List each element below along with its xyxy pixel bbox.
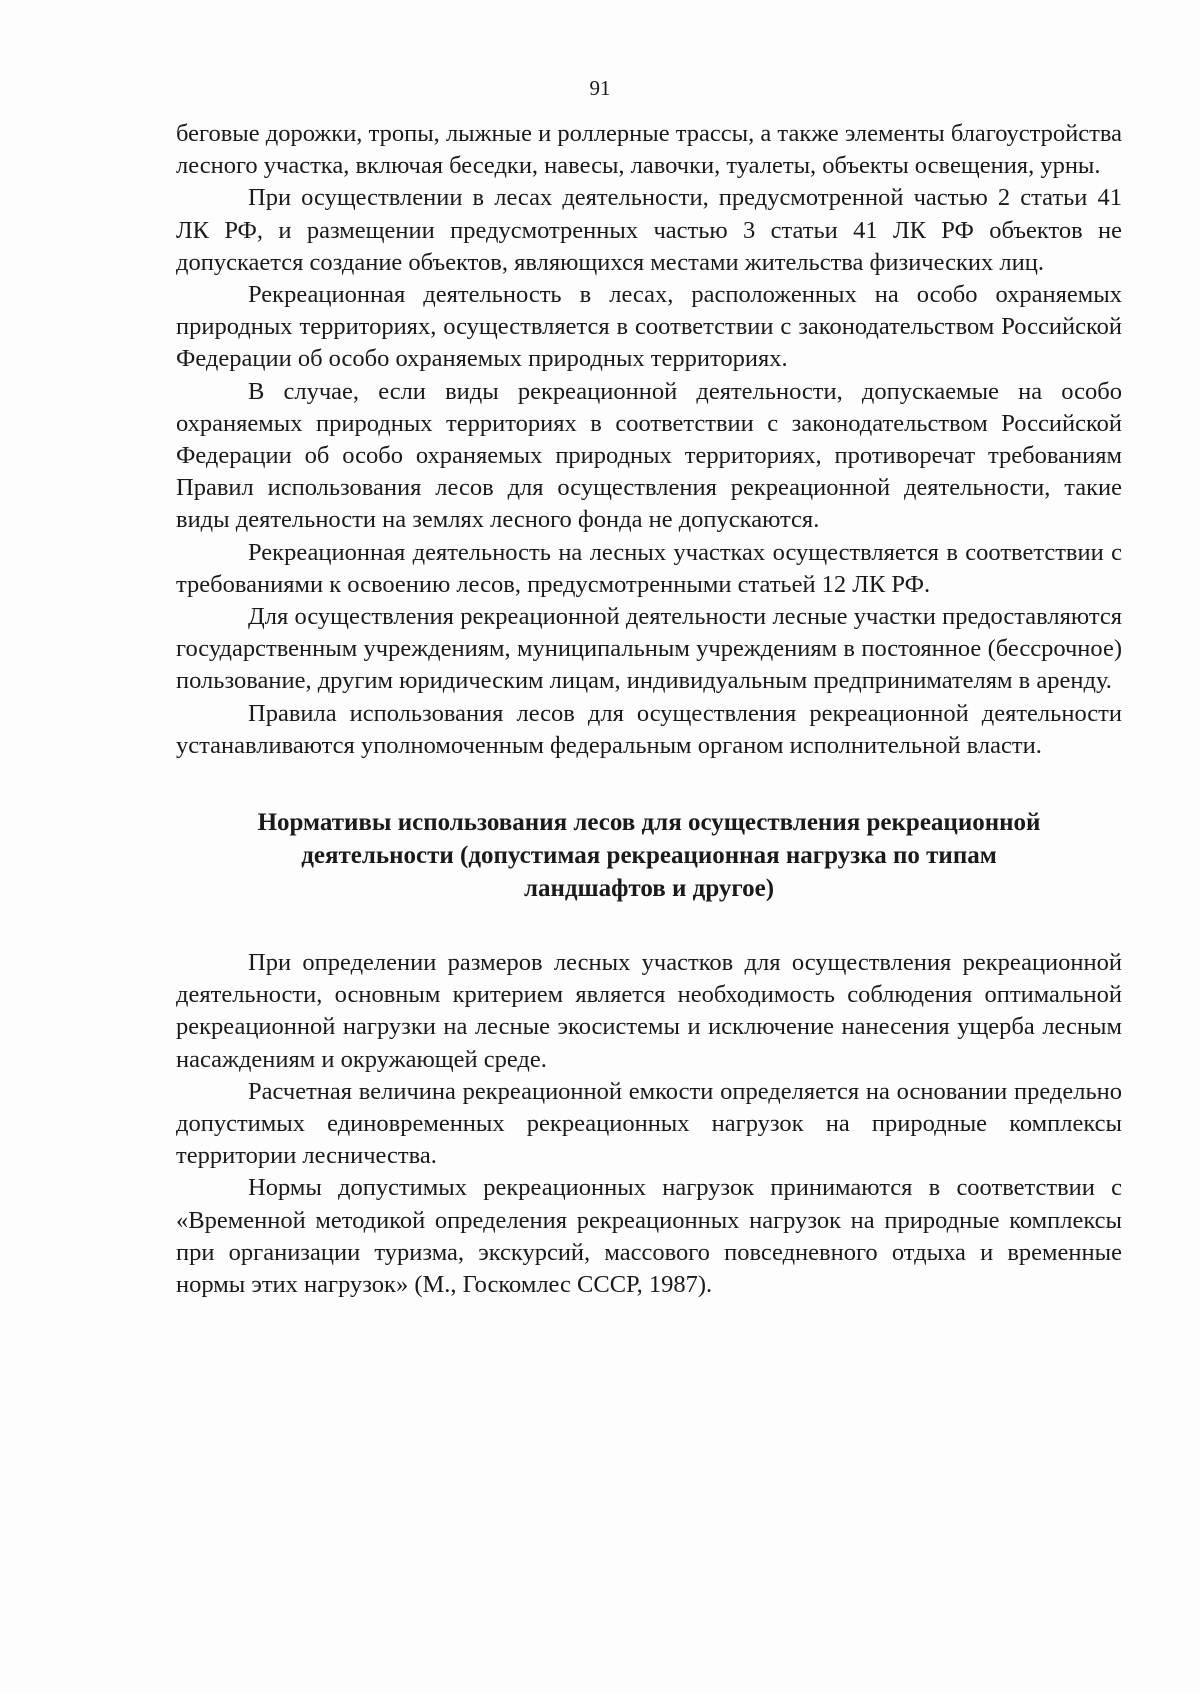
paragraph: Расчетная величина рекреационной емкости определяется на основании предельно допустимых единовременных рекреационных нагрузок на природные комплексы территории лесничества. (176, 1077, 1122, 1170)
paragraph: беговые дорожки, тропы, лыжные и роллерные трассы, а также элементы благоустройства лесного участка, включая беседки, навесы, лавочки, туалеты, объекты освещения, урны. (176, 120, 1122, 180)
paragraph: Правила использования лесов для осуществления рекреационной деятельности устанавливаются уполномоченным федеральным органом исполнительной власти. (176, 699, 1122, 759)
paragraph: Для осуществления рекреационной деятельности лесные участки предоставляются государственным учреждениям, муниципальным учреждениям в постоянное (бессрочное) пользование, другим юридическим лицам, индивидуальным предпринимателям в аренду. (176, 603, 1122, 695)
paragraph: При осуществлении в лесах деятельности, предусмотренной частью 2 статьи 41 ЛК РФ, и размещении предусмотренных частью 3 статьи 41 ЛК РФ объектов не допускается создание объектов, являющихся местами жительства физических лиц. (176, 184, 1122, 276)
section-heading: Нормативы использования лесов для осуществления рекреационной деятельности (допустимая рекреационная нагрузка по типам ландшафтов и другое) (257, 809, 1041, 903)
paragraph: В случае, если виды рекреационной деятельности, допускаемые на особо охраняемых природных территориях в соответствии с законодательством Российской Федерации об особо охраняемых природных территориях, противоречат требованиям Правил использования лесов для осуществления рекреационной деятельности, такие виды деятельности на землях лесного фонда не допускаются. (176, 377, 1122, 534)
paragraph: Нормы допустимых рекреационных нагрузок принимаются в соответствии с «Временной методикой определения рекреационных нагрузок на природные комплексы при организации туризма, экскурсий, массового повседневного отдыха и временные нормы этих нагрузок» (М., Госкомлес СССР, 1987). (176, 1174, 1122, 1299)
paragraph: При определении размеров лесных участков для осуществления рекреационной деятельности, основным критерием является необходимость соблюдения оптимальной рекреационной нагрузки на лесные экосистемы и исключение нанесения ущерба лесным насаждениям и окружающей среде. (176, 949, 1122, 1073)
page-number: 91 (589, 76, 611, 100)
paragraph: Рекреационная деятельность в лесах, расположенных на особо охраняемых природных территориях, осуществляется в соответствии с законодательством Российской Федерации об особо охраняемых природных территориях. (176, 281, 1122, 373)
paragraph: Рекреационная деятельность на лесных участках осуществляется в соответствии с требованиями к освоению лесов, предусмотренными статьей 12 ЛК РФ. (176, 538, 1122, 598)
body-text (176, 118, 1122, 1301)
